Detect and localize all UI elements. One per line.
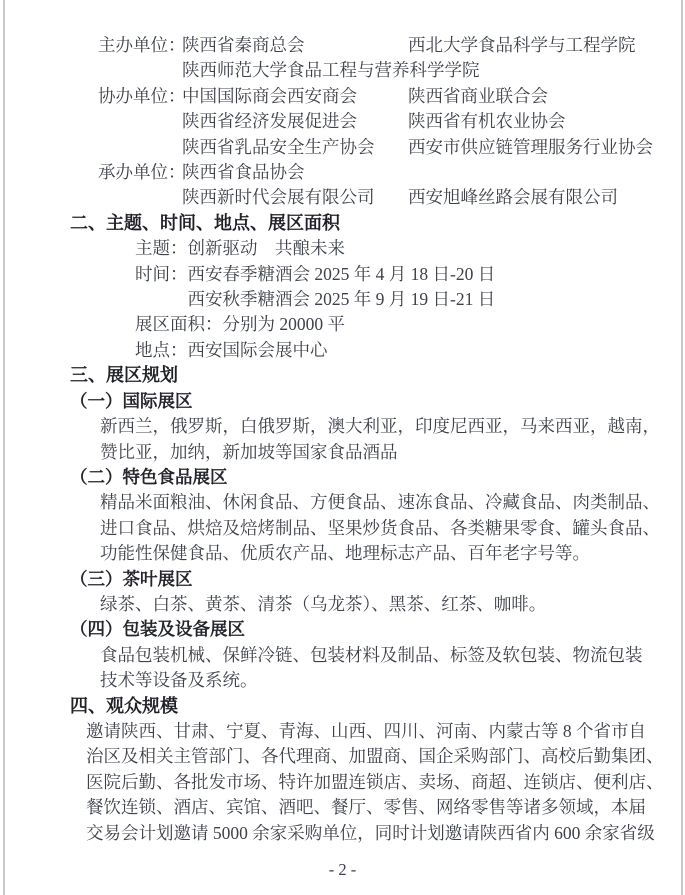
organizer-row xyxy=(0,135,685,160)
organizer-row xyxy=(0,84,685,109)
paragraph-line: 功能性保健食品、优质农产品、地理标志产品、百年老字号等。 xyxy=(100,543,590,564)
area-value: 分别为 20000 平 xyxy=(222,314,345,335)
section-4-heading: 四、观众规模 xyxy=(70,695,178,716)
organizer-name: 陕西省经济发展促进会 xyxy=(182,111,357,132)
organizer-row xyxy=(0,185,685,210)
organizer-name: 中国国际商会西安商会 xyxy=(182,85,357,106)
organizer-label: 协办单位： xyxy=(98,85,186,106)
subsection-1-title: （一）国际展区 xyxy=(70,390,193,411)
organizer-row xyxy=(0,160,685,185)
organizer-label xyxy=(98,58,182,83)
area-row xyxy=(0,312,685,337)
area-label: 展区面积： xyxy=(135,314,223,335)
time-value-autumn: 西安秋季糖酒会 2025 年 9 月 19 日-21 日 xyxy=(187,289,496,310)
theme-row xyxy=(0,236,685,261)
time-label: 时间： xyxy=(135,263,188,284)
organizer-name: 陕西省秦商总会 xyxy=(182,35,305,55)
paragraph-line: 新西兰，俄罗斯，白俄罗斯，澳大利亚，印度尼西亚，马来西亚，越南， xyxy=(100,416,660,437)
organizer-name: 陕西省乳品安全生产协会 xyxy=(182,136,375,157)
organizer-name: 陕西新时代会展有限公司 xyxy=(182,187,375,208)
paragraph-line: 绿茶、白茶、黄茶、清茶（乌龙茶）、黑茶、红茶、咖啡。 xyxy=(100,593,547,614)
paragraph-line: 食品包装机械、保鲜冷链、包装材料及制品、标签及软包装、物流包装 xyxy=(100,644,643,665)
time-row xyxy=(0,262,685,313)
paragraph-line: 医院后勤、各批发市场、特许加盟连锁店、卖场、商超、连锁店、便利店、 xyxy=(86,771,664,792)
paragraph-line: 进口食品、烘焙及焙烤制品、坚果炒货食品、各类糖果零食、罐头食品、 xyxy=(100,517,660,538)
page-number: - 2 - xyxy=(328,860,357,879)
section-3-heading: 三、展区规划 xyxy=(70,365,178,386)
organizer-name: 西安旭峰丝路会展有限公司 xyxy=(408,187,618,208)
organizer-label xyxy=(98,135,182,160)
paragraph-line: 邀请陕西、甘肃、宁夏、青海、山西、四川、河南、内蒙古等 8 个省市自 xyxy=(86,720,646,741)
location-label: 地点： xyxy=(135,339,188,360)
paragraph-line: 治区及相关主管部门、各代理商、加盟商、国企采购部门、高校后勤集团、 xyxy=(86,746,664,767)
subsection-4-title: （四）包装及设备展区 xyxy=(70,619,245,640)
organizer-label xyxy=(98,185,182,210)
page-content xyxy=(0,33,685,846)
section-2-heading: 二、主题、时间、地点、展区面积 xyxy=(70,212,340,233)
organizer-label: 承办单位： xyxy=(98,162,186,183)
paragraph-line: 赞比亚，加纳，新加坡等国家食品酒品 xyxy=(100,441,398,462)
organizer-row xyxy=(0,58,685,83)
theme-label: 主题： xyxy=(135,238,188,259)
organizer-name: 西安市供应链管理服务行业协会 xyxy=(408,136,653,157)
organizer-name: 陕西师范大学食品工程与营养科学学院 xyxy=(182,60,480,81)
organizer-label: 主办单位： xyxy=(98,35,186,55)
theme-value: 创新驱动 共酿未来 xyxy=(187,238,345,259)
paragraph-line: 技术等设备及系统。 xyxy=(100,670,258,691)
location-value: 西安国际会展中心 xyxy=(187,339,328,360)
organizer-name: 陕西省商业联合会 xyxy=(408,85,548,106)
organizer-row xyxy=(0,109,685,134)
paragraph-line: 餐饮连锁、酒店、宾馆、酒吧、餐厅、零售、网络零售等诸多领域，本届 xyxy=(86,797,646,818)
subsection-3-title: （三）茶叶展区 xyxy=(70,568,193,589)
paragraph-line: 精品米面粮油、休闲食品、方便食品、速冻食品、冷藏食品、肉类制品、 xyxy=(100,492,660,513)
organizer-name: 西北大学食品科学与工程学院 xyxy=(408,35,636,55)
organizer-name: 陕西省有机农业协会 xyxy=(408,111,566,132)
organizer-label xyxy=(98,109,182,134)
subsection-2-title: （二）特色食品展区 xyxy=(70,466,228,487)
time-value-spring: 西安春季糖酒会 2025 年 4 月 18 日-20 日 xyxy=(187,263,496,284)
organizer-row xyxy=(0,33,685,58)
location-row xyxy=(0,338,685,363)
organizer-name: 陕西省食品协会 xyxy=(182,162,305,183)
paragraph-line: 交易会计划邀请 5000 余家采购单位，同时计划邀请陕西省内 600 余家省级 xyxy=(86,822,655,843)
